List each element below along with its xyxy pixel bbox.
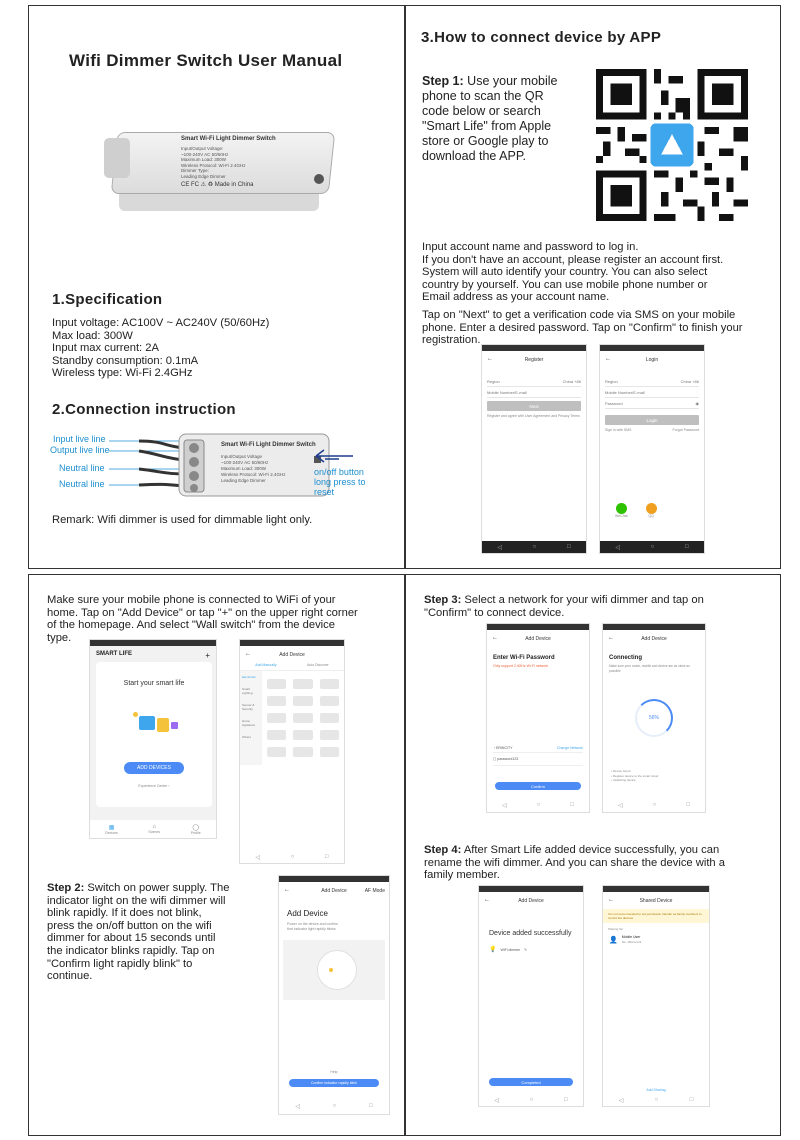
panel-add-device: [28, 574, 405, 1136]
label-neutral-2: Neutral line: [59, 479, 105, 489]
success-text: Device added successfully: [489, 930, 572, 937]
wifi-heading: Enter Wi-Fi Password: [493, 655, 555, 661]
progress-percent: 56%: [648, 715, 659, 721]
tab-add-manually[interactable]: Add Manually: [255, 663, 277, 667]
step2-text: Step 2: Switch on power supply. The indicator light on the wifi dimmer will blink rapidly. If it does not blink, press the on/off button on the wifi dimmer for about 15 seconds until the indicator blinks rapidly. Tap on "Confirm light rapidly blink" to continue.: [47, 882, 230, 983]
blink-heading: Add Device: [287, 909, 328, 918]
svg-text:~100-240V AC 50/60Hz: ~100-240V AC 50/60Hz: [221, 460, 269, 465]
add-device-screen: ← Add Device Add Manually Auto Discover Electrician Small Lighting Sensor & Security Home Appliance Others ◁ ○ □: [239, 639, 345, 864]
device-label: Smart Wi-Fi Light Dimmer Switch: [181, 136, 276, 142]
cert-marks: CE FC ⚠ ♻ Made in China: [181, 182, 254, 188]
app-brand: SMART LIFE: [96, 651, 132, 657]
app-heading: 3.How to connect device by APP: [421, 29, 662, 46]
eye-icon[interactable]: ◉: [695, 400, 699, 406]
register-screen: ← Register Region China +86 Mobile Number/E-mail Next Register and agree with User Agreement and Privacy Terms ◁ ○ □: [481, 344, 587, 554]
remark-text: Remark: Wifi dimmer is used for dimmable light only.: [52, 514, 313, 526]
add-device-title: Add Device: [279, 652, 305, 658]
nav-scenes[interactable]: ⌂ Scenes: [148, 824, 161, 834]
qq-icon[interactable]: [646, 503, 657, 514]
device-photo: [99, 126, 339, 226]
progress-ring: [635, 699, 673, 737]
phone-input[interactable]: Mobile Number/E-mail: [487, 387, 581, 398]
label-input-live: Input live line: [53, 434, 106, 444]
home-screen: [89, 639, 217, 839]
reset-button-hole: [314, 174, 324, 184]
account-instructions: Input account name and password to log in. If you don't have an account, please register an account first. System will auto identify your country. You can also select country by yourself. You can use mobile phone number or Email address as your account name.: [422, 241, 724, 304]
sms-login-link[interactable]: Sign in with SMS: [605, 428, 632, 432]
nav-devices[interactable]: ▦ Devices: [105, 824, 118, 835]
arrow-icon: [311, 446, 356, 466]
region-select[interactable]: Region China +86: [605, 376, 699, 387]
svg-text:Maximum Load: 300W: Maximum Load: 300W: [221, 466, 267, 471]
svg-text:Smart Wi-Fi Light Dimmer Switc: Smart Wi-Fi Light Dimmer Switch: [221, 442, 316, 448]
svg-text:Leading Edge Dimmer: Leading Edge Dimmer: [221, 478, 266, 483]
blink-illustration: [283, 940, 385, 1000]
device-spec-text: Input/Output Voltage: ~100-240V AC 50/60Hz Maximum Load: 300W Wireless Protocol: Wi-Fi 2.4GHz Dimmer Type: Leading Edge Dimmer: [181, 146, 246, 179]
android-nav: ◁ ○ □: [482, 541, 586, 553]
device-added-screen: ← Add Device Device added successfully 💡 WiFi dimmer ✎ Completed ◁ ○ □: [478, 885, 584, 1107]
forgot-password-link[interactable]: Forgot Password: [672, 428, 699, 432]
label-onoff-button: on/off button long press to reset: [314, 467, 366, 497]
blink-confirm-screen: ← Add Device AF Mode Add Device Power on the device and confirm that indicator light rapidly blinks Help Confirm indicator rapidly blink ◁ ○ □: [278, 875, 390, 1115]
share-warning-banner: It is not recommended to set permission transfer as family members to control the devices: [603, 909, 709, 923]
share-title: Shared Device: [639, 898, 673, 904]
manual-title: Wifi Dimmer Switch User Manual: [69, 51, 343, 70]
android-nav: ◁ ○ □: [494, 1097, 568, 1104]
qr-code[interactable]: [596, 69, 748, 221]
add-devices-button[interactable]: ADD DEVICES: [124, 762, 184, 774]
bulb-icon: 💡: [489, 947, 497, 953]
shared-device-screen: ← Shared Device It is not recommended to set permission transfer as family members to control the devices Sharing list 👤 Mobile User No: 18xxxxxx3 Add Sharing ◁ ○ □: [602, 885, 710, 1107]
wifi-password-input[interactable]: ▢ password123: [493, 753, 583, 766]
panel-specification: [28, 5, 405, 569]
phone-input[interactable]: Mobile Number/E-mail: [605, 387, 699, 398]
wiring-diagram: [109, 426, 339, 506]
android-nav: ◁ ○ □: [618, 802, 690, 809]
device-name: WiFi dimmer: [500, 947, 521, 952]
add-sharing-button[interactable]: Add Sharing: [646, 1088, 666, 1092]
panel-network: [405, 574, 781, 1136]
wifi-password-screen: ← Add Device Enter Wi-Fi Password Only support 2.4GHz Wi-Fi network ◔ ERINCITY Change Network ▢ password123 Confirm ◁ ○ □: [486, 623, 590, 813]
lock-icon: ▢: [493, 757, 498, 761]
device-grid[interactable]: [262, 671, 344, 765]
android-nav: ◁ ○ □: [255, 854, 329, 861]
start-text: Start your smart life: [123, 680, 185, 687]
panel-app-connect: [405, 5, 781, 569]
wechat-icon[interactable]: [616, 503, 627, 514]
edit-icon[interactable]: ✎: [524, 947, 528, 952]
confirm-blink-button[interactable]: Confirm indicator rapidly blink: [289, 1079, 379, 1087]
login-button[interactable]: Login: [605, 415, 699, 425]
label-output-live: Output live line: [50, 445, 110, 455]
password-input[interactable]: Password ◉: [605, 398, 699, 409]
done-title: Add Device: [518, 898, 544, 904]
step4-text: Step 4: After Smart Life added device successfully, you can rename the wifi dimmer. And you can share the device with a family member.: [424, 844, 725, 882]
label-neutral-1: Neutral line: [59, 463, 105, 473]
plus-icon[interactable]: +: [205, 651, 210, 660]
connection-heading: 2.Connection instruction: [52, 401, 236, 418]
change-network-link[interactable]: Change Network: [556, 746, 583, 750]
wifi-note: Only support 2.4GHz Wi-Fi network: [493, 664, 549, 668]
sharing-list-label: Sharing list: [608, 927, 623, 931]
af-mode-link[interactable]: AF Mode: [364, 888, 385, 894]
android-nav: ◁ ○ □: [295, 1103, 373, 1110]
blink-title: Add Device: [321, 888, 347, 894]
connecting-title: Add Device: [641, 636, 667, 642]
region-select[interactable]: Region China +86: [487, 376, 581, 387]
register-title: Register: [524, 357, 544, 363]
android-nav: ◁ ○ □: [600, 541, 704, 553]
devices-illustration: [131, 710, 177, 744]
agreement-text: Register and agree with User Agreement and Privacy Terms: [487, 414, 580, 418]
intro-text: Make sure your mobile phone is connected to WiFi of your home. Tap on "Add Device" or tap "+" on the upper right corner of the homepage. And select "Wall switch" from the device type.: [47, 594, 358, 644]
wifi-icon: ◔: [493, 746, 497, 750]
android-nav: ◁ ○ □: [502, 802, 574, 809]
connecting-screen: ← Add Device Connecting Make sure your router, mobile and device are as close as possible 56% • Device found • Register device to the smart cloud • Initializing device ◁ ○ □: [602, 623, 706, 813]
help-link[interactable]: Help: [330, 1070, 338, 1074]
completed-button[interactable]: Completed: [489, 1078, 573, 1086]
next-button[interactable]: Next: [487, 401, 581, 411]
wifi-ssid[interactable]: ◔ ERINCITY: [493, 746, 513, 750]
sms-instructions: Tap on "Next" to get a verification code via SMS on your mobile phone. Enter a desired password. Tap on "Confirm" to finish your registration.: [422, 309, 743, 347]
experience-link[interactable]: Experience Center ›: [138, 784, 170, 788]
bottom-nav: [90, 820, 216, 838]
tab-auto-discover[interactable]: Auto Discover: [306, 663, 329, 667]
connecting-heading: Connecting: [609, 655, 642, 661]
spec-heading: 1.Specification: [52, 291, 163, 308]
spec-list: Input voltage: AC100V ~ AC240V (50/60Hz) Max load: 300W Input max current: 2A Standby consumption: 0.1mA Wireless type: Wi-Fi 2.4GHz: [52, 317, 270, 380]
svg-text:Wireless Protocol: Wi-Fi 2.4GH: Wireless Protocol: Wi-Fi 2.4GHz: [221, 472, 286, 477]
confirm-button[interactable]: Confirm: [495, 782, 581, 790]
step1-text: Step 1: Use your mobile phone to scan the QR code below or search "Smart Life" from Apple store or Google play to download the APP.: [422, 74, 558, 163]
shared-user-row[interactable]: 👤 Mobile User No: 18xxxxxx3: [609, 935, 642, 944]
android-nav: ◁ ○ □: [618, 1097, 694, 1104]
wifi-title: Add Device: [525, 636, 551, 642]
category-list: Electrician Small Lighting Sensor & Security Home Appliance Others: [240, 671, 262, 765]
svg-text:Input/Output Voltage: Input/Output Voltage: [221, 454, 263, 459]
step3-text: Step 3: Select a network for your wifi dimmer and tap on "Confirm" to connect device.: [424, 594, 704, 619]
user-icon: 👤: [609, 937, 618, 944]
connecting-text: Make sure your router, mobile and device are as close as possible: [609, 664, 690, 673]
login-screen: ← Login Region China +86 Mobile Number/E-mail Password ◉ Login Sign in with SMS Forgot Password WeChat QQ ◁ ○ □: [599, 344, 705, 554]
login-title: Login: [645, 357, 659, 363]
nav-profile[interactable]: ◯ Profile: [190, 824, 201, 835]
